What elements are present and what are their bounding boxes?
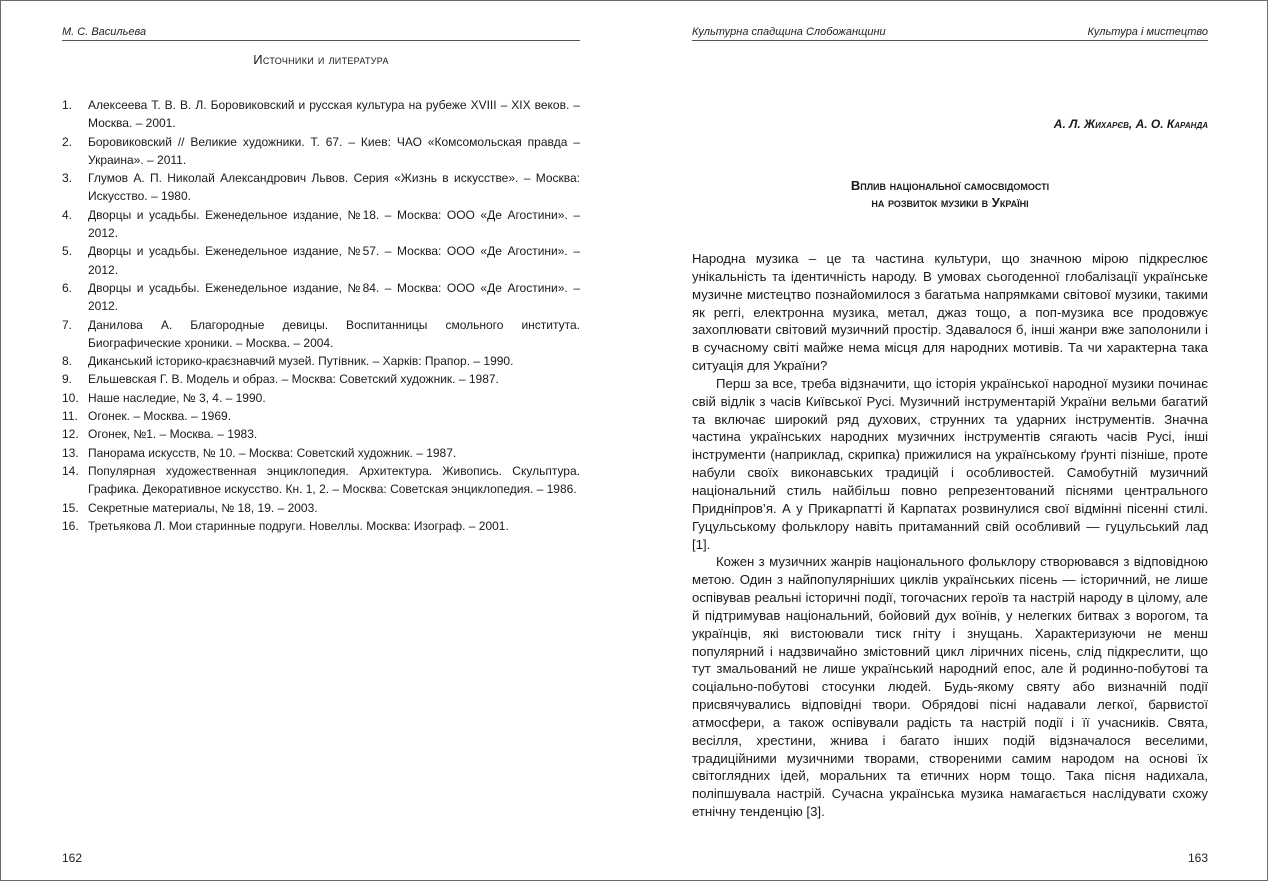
reference-number: 1. bbox=[62, 98, 73, 112]
reference-text: Ельшевская Г. В. Модель и образ. – Москва: Советский художник. – 1987. bbox=[88, 372, 499, 387]
paragraph: Народна музика – це та частина культури, що значною мірою підкреслює унікальність та ідентичність народу. В умовах сьогоденної глобалізації українське музичне мистецтво познайомилося з багатьма напрямками світової музики, такими як реггі, електронна музика, метал, джаз тощо, а поп-музика все продовжує захоплювати світовий музичний простір. Здавалося б, інші жанри вже заполонили і в сучасному світі майже нема місця для народних мотивів. Та чи характерна така ситуація для України? bbox=[692, 251, 1208, 374]
reference-text: Диканський історико-краєзнавчий музей. Путівник. – Харків: Прапор. – 1990. bbox=[88, 354, 514, 369]
reference-number: 12. bbox=[62, 427, 79, 442]
reference-text: Популярная художественная энциклопедия. Архитектура. Живопись. Скульптура. Графика. Декоративное искусство. Кн. 1, 2. – Москва: Советская энциклопедия. – 1986. bbox=[88, 463, 580, 497]
reference-text: Дворцы и усадьбы. Еженедельное издание, №84. – Москва: ООО «Де Агостини». – 2012. bbox=[88, 280, 580, 314]
reference-text: Третьякова Л. Мои старинные подруги. Новеллы. Москва: Изограф. – 2001. bbox=[88, 518, 509, 533]
running-head-author: М. С. Васильева bbox=[62, 26, 147, 38]
running-head bbox=[692, 25, 1208, 41]
paragraph: Кожен з музичних жанрів національного фольклору створювався з відповідною метою. Один з найпопулярніших циклів українських пісень — історичний, не лише оспівував реальні історичні події, тогочасних героїв та настрій народу в цілому, але й підтримував національний, бойовий дух воїнів, у нелегких битвах з ворогом, та українців, які вистоювали тиск гніту і знущань. Характеризуючи не менш популярний і надзвичайно змістовний цикл ліричних пісень, слід підкреслити, що тут змальований не лише український народний епос, але й родинно-побутові та соціально-побутові стосунки людей. Будь-якому святу або визначній події присвячувались відповідні твори. Обрядові пісні надавали легкої, барвистої атмосфери, а також оспівували радість та настрій події і її учасників. Свята, весілля, хрестини, жнива і багато інших подій відзначалося веселими, традиційними музичними творами, створеними самим народом на основі їх світоглядних ідей, моральних та етичних норм тощо. Така пісня надихала, поліпшувала настрій. Сучасна українська музика намагається наслідувати схожу етнічну тенденцію [3]. bbox=[692, 554, 1208, 820]
reference-item bbox=[62, 499, 580, 517]
reference-number: 5. bbox=[62, 244, 73, 259]
reference-item bbox=[62, 206, 580, 243]
reference-item bbox=[62, 352, 580, 370]
reference-text: Панорама искусств, № 10. – Москва: Советский художник. – 1987. bbox=[88, 445, 457, 460]
article-title-line: Вплив національної самосвідомості bbox=[850, 178, 1050, 193]
paragraph: Перш за все, треба відзначити, що історія української народної музики починає свій відлік з часів Київської Русі. Музичний інструментарій України вельми багатий та включає широкий ряд духових, струнних та ударних інструментів. Значна частина українських народних музичних інструментів сягають часів Русі, інші інструменти (наприклад, скрипка) прижилися на українському ґрунті пізніше, проте набули своїх виконавських традицій і особливостей. Самобутній музичний національний стиль найбільш повно репрезентований піснями центрального Придніпров’я. А у Прикарпатті й Карпатах розвинулися свої відмінні пісенні стилі. Гуцульському фольклору навіть притаманний свій особливий — гуцульський лад [1]. bbox=[692, 375, 1208, 552]
running-head-section: Культура і мистецтво bbox=[1087, 26, 1208, 38]
running-head bbox=[62, 25, 580, 41]
reference-item bbox=[62, 169, 580, 206]
reference-item bbox=[62, 444, 580, 462]
reference-text: Боровиковский // Великие художники. Т. 67. – Киев: ЧАО «Комсомольская правда – Украина». – 2011. bbox=[88, 134, 580, 167]
reference-number: 16. bbox=[62, 518, 79, 533]
reference-item bbox=[62, 407, 580, 425]
reference-number: 4. bbox=[62, 207, 73, 222]
reference-item bbox=[62, 370, 580, 388]
reference-number: 7. bbox=[62, 317, 73, 332]
reference-number: 8. bbox=[62, 354, 73, 369]
reference-text: Огонек, №1. – Москва. – 1983. bbox=[88, 427, 258, 442]
reference-number: 3. bbox=[62, 171, 73, 186]
reference-text: Дворцы и усадьбы. Еженедельное издание, №18. – Москва: ООО «Де Агостини». – 2012. bbox=[88, 207, 580, 241]
section-title: Источники и литература bbox=[253, 52, 389, 67]
reference-text: Данилова А. Благородные девицы. Воспитанницы смольного института. Биографические хроники. – Москва. – 2004. bbox=[88, 317, 580, 350]
reference-item bbox=[62, 462, 580, 499]
reference-item bbox=[62, 425, 580, 443]
running-head-collection: Культурна спадщина Слобожанщини bbox=[692, 26, 886, 38]
reference-list bbox=[62, 96, 580, 535]
reference-text: Глумов А. П. Николай Александрович Львов. Серия «Жизнь в искусстве». – Москва: Искусство. – 1980. bbox=[88, 171, 580, 204]
left-page bbox=[62, 0, 580, 881]
reference-text: Алексеева Т. В. В. Л. Боровиковский и русская культура на рубеже XVIII – XIX веков. – Москва. – 2001. bbox=[88, 98, 580, 131]
reference-number: 15. bbox=[62, 500, 79, 515]
reference-number: 2. bbox=[62, 134, 73, 149]
reference-item bbox=[62, 242, 580, 279]
reference-number: 6. bbox=[62, 280, 73, 295]
reference-item bbox=[62, 133, 580, 170]
reference-number: 10. bbox=[62, 390, 79, 405]
page-number: 162 bbox=[62, 851, 83, 865]
article-authors: А. Л. Жихарєв, А. О. Каранда bbox=[1053, 117, 1208, 131]
right-page bbox=[692, 0, 1208, 881]
reference-number: 9. bbox=[62, 372, 73, 387]
page-number: 163 bbox=[1187, 851, 1208, 865]
reference-number: 14. bbox=[62, 463, 79, 478]
reference-number: 13. bbox=[62, 445, 79, 460]
reference-item bbox=[62, 389, 580, 407]
reference-text: Дворцы и усадьбы. Еженедельное издание, №57. – Москва: ООО «Де Агостини». – 2012. bbox=[88, 244, 580, 277]
reference-text: Секретные материалы, № 18, 19. – 2003. bbox=[88, 500, 318, 515]
reference-item bbox=[62, 517, 580, 535]
reference-text: Наше наследие, № 3, 4. – 1990. bbox=[88, 390, 266, 405]
reference-text: Огонек. – Москва. – 1969. bbox=[88, 409, 232, 424]
reference-number: 11. bbox=[62, 409, 78, 424]
reference-item bbox=[62, 316, 580, 353]
reference-item bbox=[62, 96, 580, 133]
article-body bbox=[692, 250, 1208, 821]
reference-item bbox=[62, 279, 580, 316]
article-title-line: на розвиток музики в Україні bbox=[871, 194, 1029, 210]
article-title bbox=[692, 178, 1208, 211]
